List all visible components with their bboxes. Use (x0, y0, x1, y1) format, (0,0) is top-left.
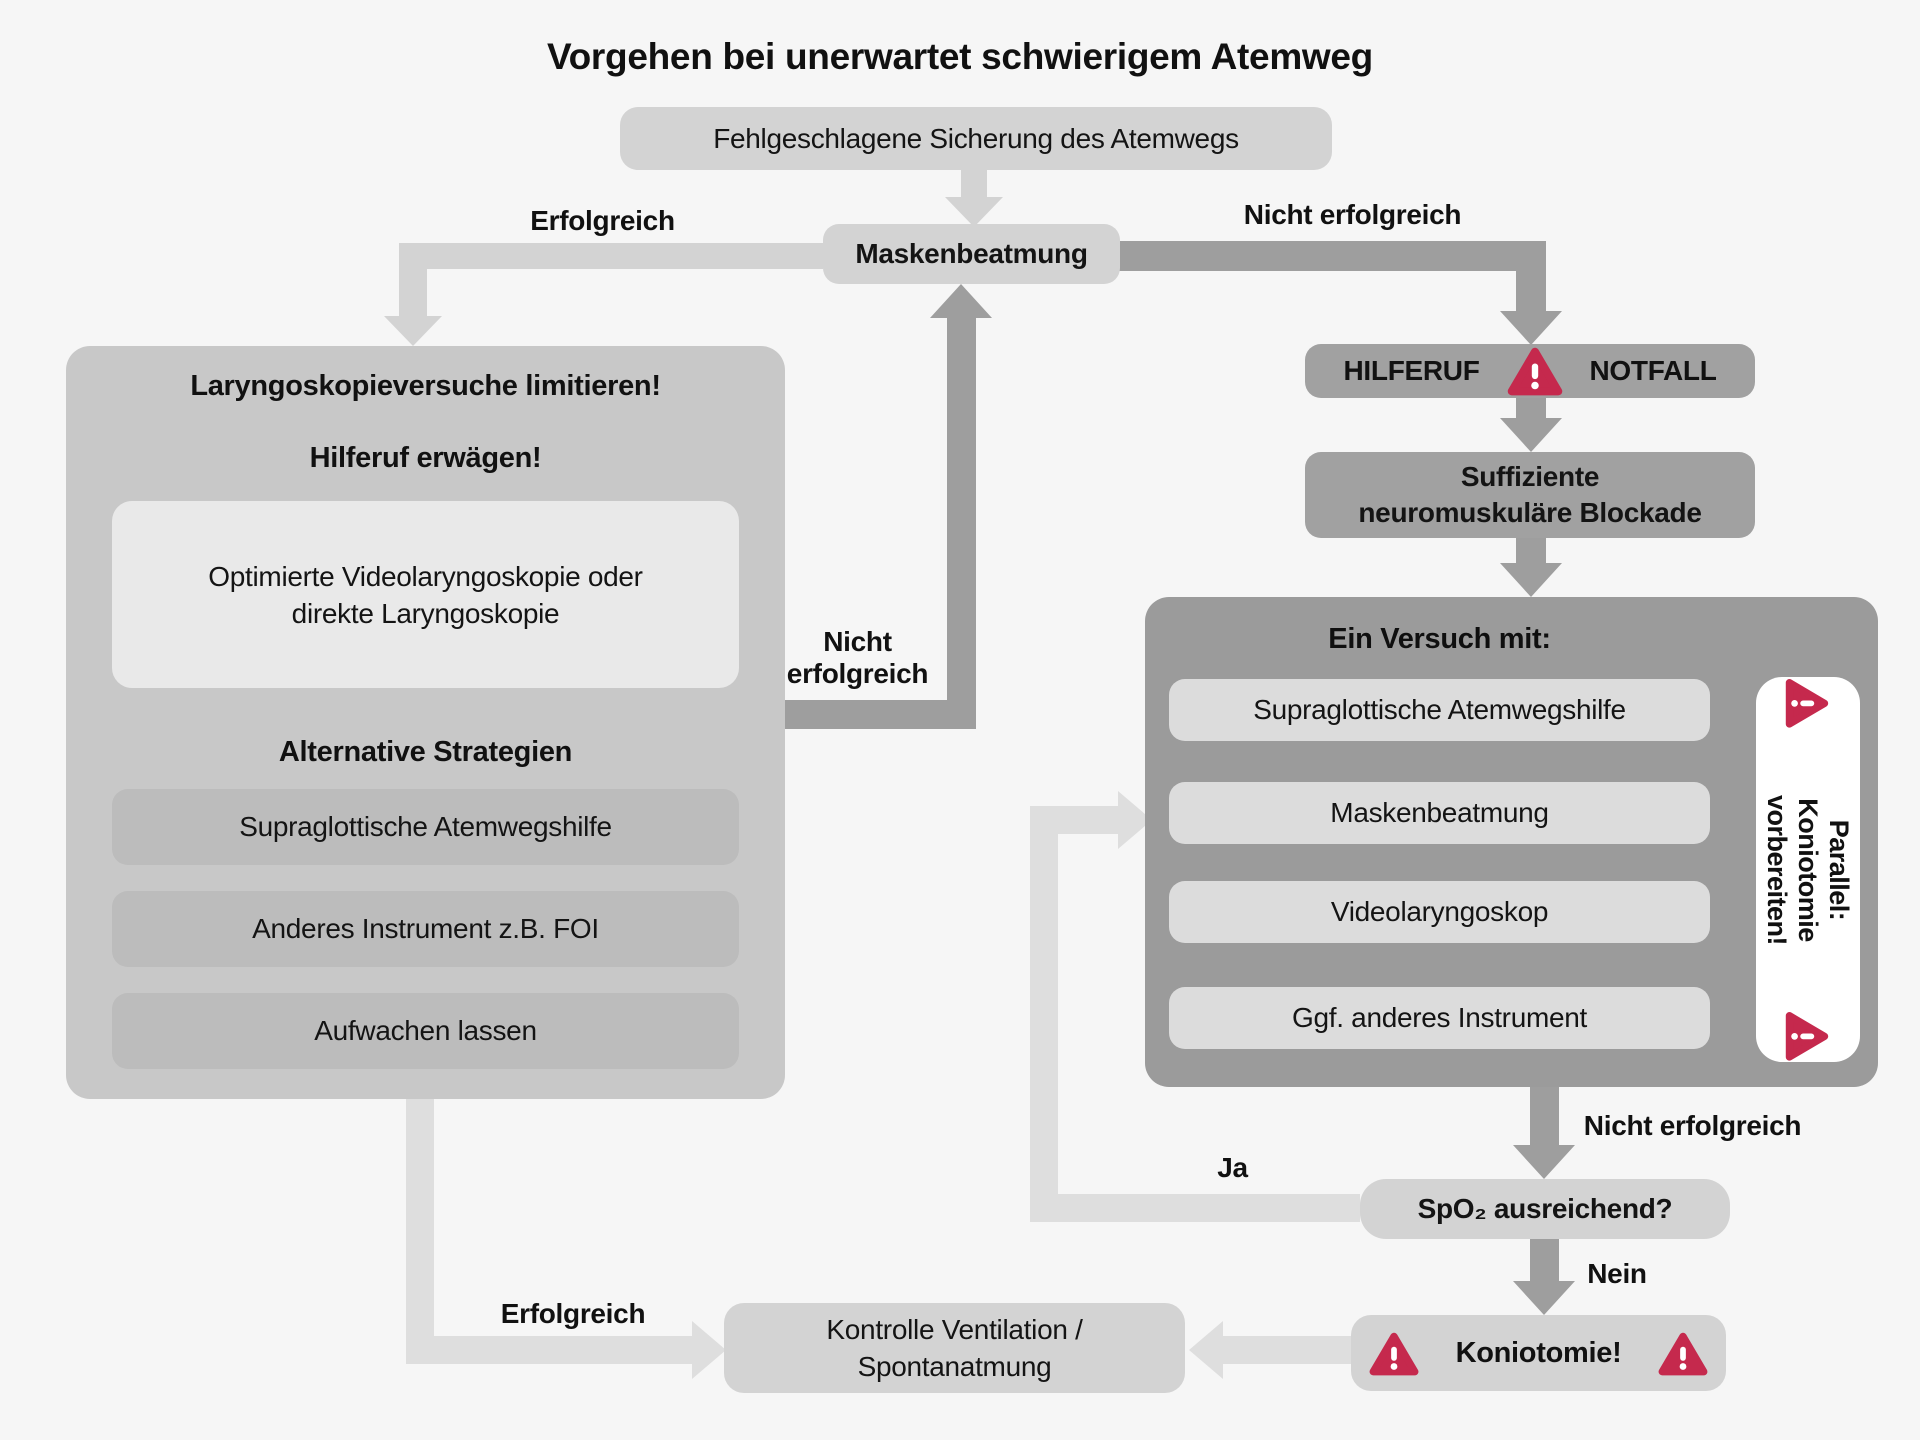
label-yes: Ja (1217, 1152, 1248, 1183)
parallel-note-line1: Parallel: Koniotomie (1793, 797, 1855, 942)
label-success-top: Erfolgreich (530, 205, 675, 236)
warning-icon (1785, 677, 1832, 729)
label-not-success-bottom: Nicht erfolgreich (1583, 1110, 1802, 1141)
mask-ventilation-box (823, 224, 1120, 284)
failed-airway-box (620, 107, 1332, 170)
warning-icon (1506, 339, 1564, 403)
path-leftpanel-to-control-v (406, 1097, 434, 1364)
path-leftpanel-to-control-h (406, 1336, 692, 1364)
strategy-box-wake-up (112, 993, 739, 1069)
warning-icon (1785, 1010, 1832, 1062)
arrow-spo2-to-konio-shaft (1530, 1238, 1559, 1283)
arrow-block-to-attempt-shaft (1516, 537, 1546, 565)
strategy-box-supraglottic (112, 789, 739, 865)
warning-icon (1368, 1330, 1420, 1377)
heading-limit-attempts: Laryngoskopieversuche limitieren! (190, 370, 661, 402)
path-mask-to-leftpanel-h (413, 243, 823, 269)
attempt-box-mask (1169, 782, 1710, 844)
neuromuscular-block-line2: neuromuskuläre Blockade (1358, 497, 1702, 528)
attempt-other-instrument-label: Ggf. anderes Instrument (1291, 1002, 1588, 1033)
page-title: Vorgehen bei unerwartet schwierigem Atemweg (547, 36, 1373, 77)
path-mask-to-help-v (1516, 241, 1546, 311)
path-mask-to-help-h (1119, 241, 1546, 271)
heading-alternative-strategies: Alternative Strategien (278, 736, 573, 768)
parallel-koniotomie-content (1756, 677, 1860, 1062)
spo2-question-label: SpO₂ ausreichend? (1417, 1193, 1673, 1224)
label-success-bottom: Erfolgreich (500, 1298, 646, 1329)
path-leftpanel-to-control-head (692, 1321, 726, 1379)
control-ventilation-line1: Kontrolle Ventilation / (826, 1314, 1083, 1345)
loop-spo2-to-attempt-v (1030, 806, 1058, 1222)
arrow-block-to-attempt-head (1500, 563, 1562, 597)
label-no: Nein (1587, 1258, 1647, 1289)
strategy-box-other-instrument (112, 891, 739, 967)
optimized-laryngoscopy-box (112, 501, 739, 688)
attempt-supraglottic-label: Supraglottische Atemwegshilfe (1253, 694, 1626, 725)
loop-spo2-to-attempt-top (1030, 806, 1118, 834)
strategy-wake-up-label: Aufwachen lassen (314, 1015, 537, 1046)
help-emergency-box (1305, 344, 1755, 398)
loop-spo2-to-attempt-bottom (1030, 1194, 1360, 1222)
neuromuscular-block-line1: Suffiziente (1460, 461, 1600, 492)
arrow-leftpanel-to-mask-v (947, 313, 976, 729)
mask-ventilation-label: Maskenbeatmung (855, 238, 1088, 269)
strategy-supraglottic-label: Supraglottische Atemwegshilfe (239, 811, 612, 842)
attempt-box-other-instrument (1169, 987, 1710, 1049)
koniotomie-label: Koniotomie! (1455, 1336, 1622, 1369)
parallel-koniotomie-panel (1756, 677, 1860, 1062)
attempt-box-supraglottic (1169, 679, 1710, 741)
label-not-success-middle-line1: Nicht (823, 626, 892, 657)
label-not-success-top: Nicht erfolgreich (1243, 199, 1462, 230)
control-ventilation-box (724, 1303, 1185, 1393)
path-mask-to-leftpanel-head (384, 316, 442, 346)
arrow-failed-to-mask-head (945, 197, 1003, 227)
arrow-leftpanel-to-mask-head (930, 284, 992, 318)
warning-icon (1657, 1330, 1709, 1377)
optimized-laryngoscopy-line2: direkte Laryngoskopie (291, 597, 560, 629)
control-ventilation-line2: Spontanatmung (857, 1351, 1052, 1382)
label-not-success-middle (765, 626, 950, 690)
path-mask-to-leftpanel-v (399, 243, 427, 318)
koniotomie-box (1351, 1315, 1726, 1391)
one-attempt-panel (1145, 597, 1878, 1087)
strategy-other-instrument-label: Anderes Instrument z.B. FOI (252, 913, 599, 944)
spo2-question-box (1360, 1179, 1730, 1239)
heading-consider-help: Hilferuf erwägen! (309, 442, 542, 474)
optimized-laryngoscopy-line1: Optimierte Videolaryngoskopie oder (208, 560, 643, 592)
neuromuscular-block-box (1305, 452, 1755, 538)
laryngoscopy-panel (66, 346, 785, 1099)
help-call-label: HILFERUF (1343, 355, 1480, 386)
arrow-konio-to-control-head (1189, 1321, 1223, 1379)
arrow-attempt-to-spo2-head (1513, 1145, 1575, 1179)
arrow-attempt-to-spo2-shaft (1530, 1087, 1559, 1147)
emergency-label: NOTFALL (1589, 355, 1717, 386)
label-not-success-middle-line2: erfolgreich (786, 658, 929, 689)
attempt-heading: Ein Versuch mit: (1328, 623, 1551, 655)
arrow-konio-to-control-shaft (1223, 1336, 1351, 1364)
arrow-help-to-block-head (1500, 418, 1562, 452)
parallel-koniotomie-note (1762, 745, 1855, 995)
attempt-mask-label: Maskenbeatmung (1330, 797, 1549, 828)
attempt-videolaryngoscope-label: Videolaryngoskop (1330, 896, 1549, 927)
attempt-box-videolaryngoscope (1169, 881, 1710, 943)
parallel-note-line2: vorbereiten! (1762, 794, 1793, 945)
failed-airway-label: Fehlgeschlagene Sicherung des Atemwegs (713, 122, 1239, 154)
